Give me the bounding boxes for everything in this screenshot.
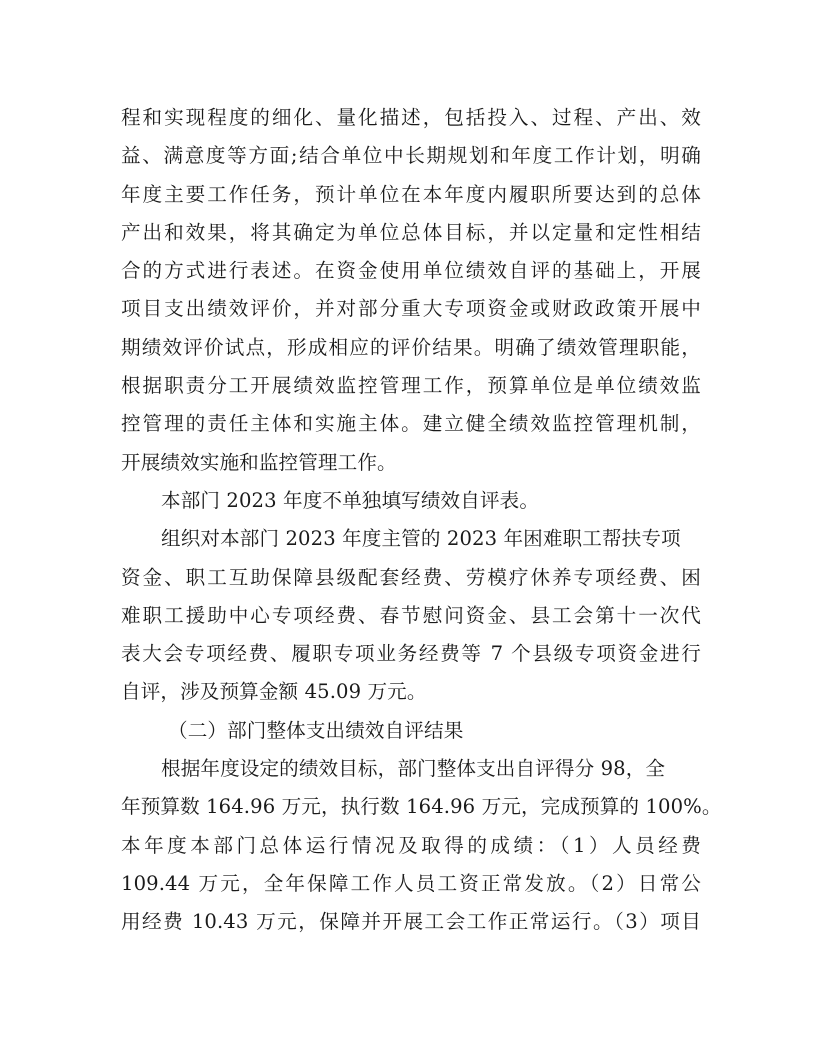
paragraph-line: 根据职责分工开展绩效监控管理工作，预算单位是单位绩效监 (121, 374, 701, 398)
paragraph-line: 年预算数 164.96 万元，执行数 164.96 万元，完成预算的 100%。 (121, 795, 722, 819)
paragraph-line: 用经费 10.43 万元，保障并开展工会工作正常运行。（3）项目 (121, 910, 701, 934)
paragraph-line: 根据年度设定的绩效目标，部门整体支出自评得分 98，全 (161, 757, 666, 781)
paragraph-line: 益、满意度等方面;结合单位中长期规划和年度工作计划，明确 (121, 144, 701, 168)
paragraph-line: 年度主要工作任务，预计单位在本年度内履职所要达到的总体 (121, 182, 701, 206)
paragraph-line: 项目支出绩效评价，并对部分重大专项资金或财政政策开展中 (121, 297, 701, 321)
paragraph-line: 合的方式进行表述。在资金使用单位绩效自评的基础上，开展 (121, 259, 701, 283)
paragraph-line: 控管理的责任主体和实施主体。建立健全绩效监控管理机制， (121, 412, 701, 436)
paragraph-line: 109.44 万元，全年保障工作人员工资正常发放。（2）日常公 (121, 871, 701, 895)
paragraph-line: 期绩效评价试点，形成相应的评价结果。明确了绩效管理职能， (121, 335, 701, 359)
paragraph-line: 资金、职工互助保障县级配套经费、劳模疗休养专项经费、困 (121, 565, 701, 589)
paragraph-line: 程和实现程度的细化、量化描述，包括投入、过程、产出、效 (121, 106, 701, 129)
paragraph-line: 组织对本部门 2023 年度主管的 2023 年困难职工帮扶专项 (161, 527, 681, 551)
paragraph-line: 开展绩效实施和监控管理工作。 (121, 450, 397, 474)
paragraph-line: 本部门 2023 年度不单独填写绩效自评表。 (161, 488, 540, 512)
document-body (121, 99, 722, 942)
paragraph-line: 产出和效果，将其确定为单位总体目标，并以定量和定性相结 (121, 220, 701, 244)
paragraph-line: 自评，涉及预算金额 45.09 万元。 (121, 680, 427, 704)
paragraph-line: 表大会专项经费、履职专项业务经费等 7 个县级专项资金进行 (121, 642, 701, 666)
paragraph-line: 本年度本部门总体运行情况及取得的成绩：（1）人员经费 (121, 833, 701, 857)
section-heading: （二）部门整体支出绩效自评结果 (168, 718, 464, 742)
paragraph-line: 难职工援助中心专项经费、春节慰问资金、县工会第十一次代 (121, 603, 701, 627)
